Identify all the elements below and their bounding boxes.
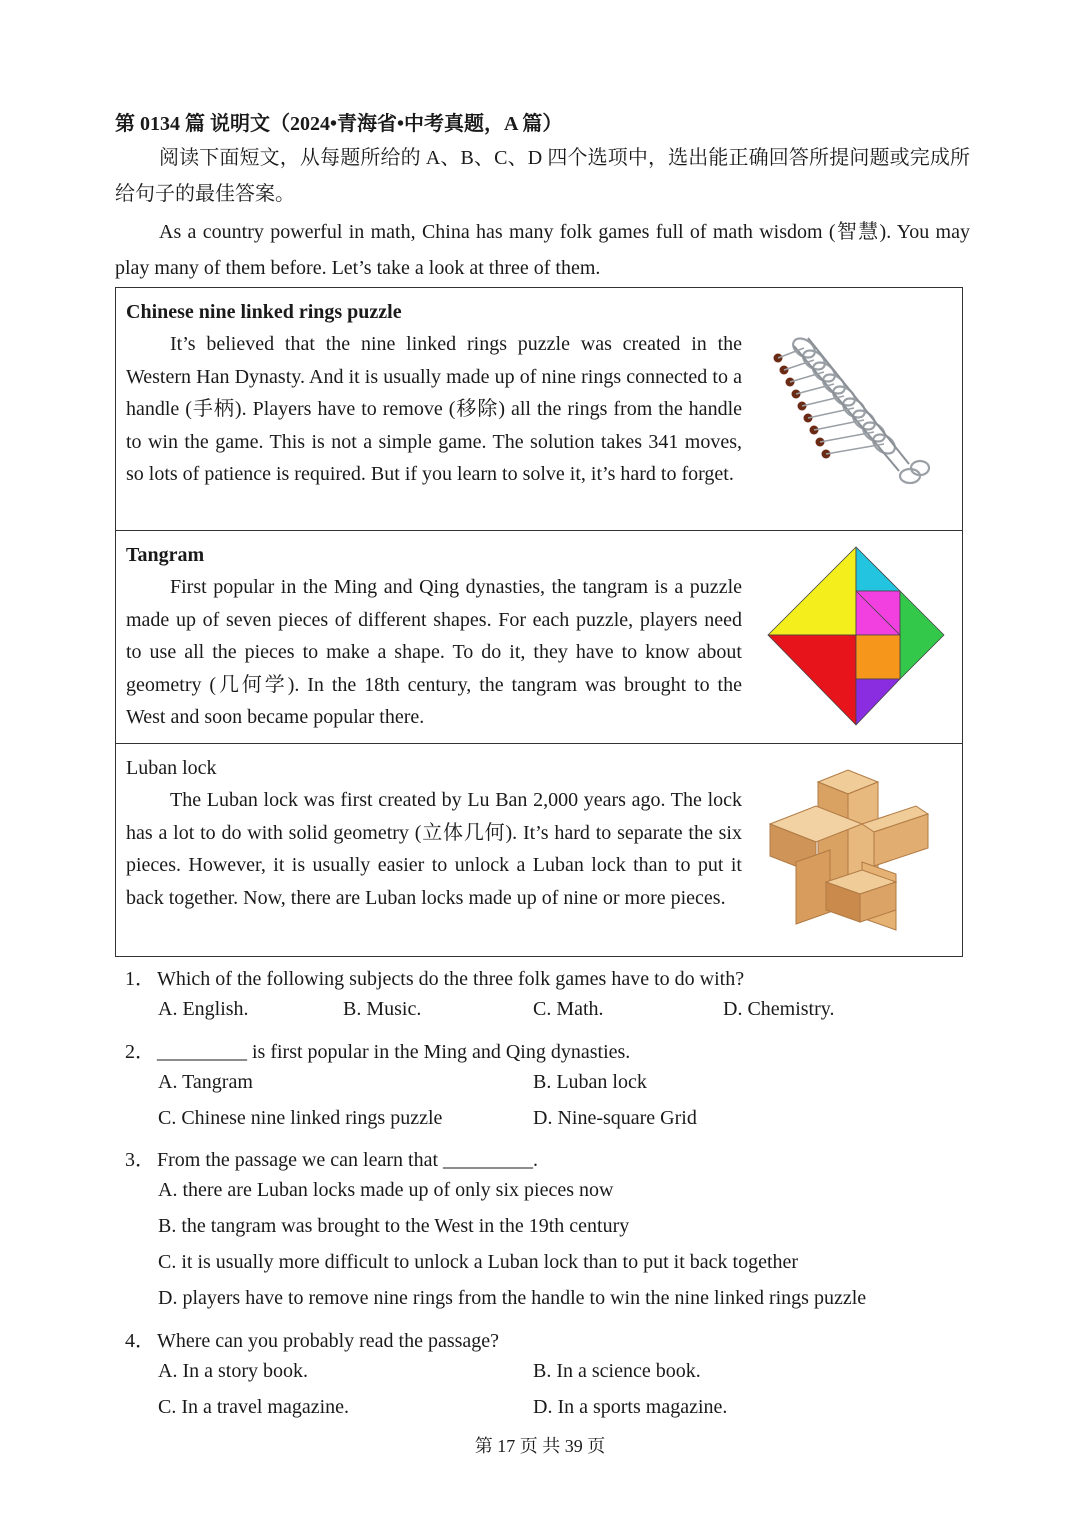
page-footer: 第 17 页 共 39 页 [474,1436,606,1456]
q4-option-c[interactable]: C. In a travel magazine. [158,1396,350,1418]
question-1: 1． Which of the following subjects do the three folk games have to do with? [125,968,745,990]
section-title: Luban lock [126,757,217,779]
nine-rings-puzzle-image [764,326,936,496]
section-nine-rings [115,287,963,531]
question-stem: Where can you probably read the passage? [157,1330,500,1352]
question-stem: _________ is first popular in the Ming and Qing dynasties. [157,1041,631,1063]
tangram-image [766,543,946,729]
q2-option-c[interactable]: C. Chinese nine linked rings puzzle [158,1107,443,1129]
page-heading: 第 0134 篇 说明文（2024•青海省•中考真题，A 篇） [115,113,563,135]
question-4: 4． Where can you probably read the passage? [125,1330,500,1352]
q1-option-b[interactable]: B. Music. [343,998,422,1020]
question-3: 3． From the passage we can learn that _________. [125,1149,539,1171]
luban-lock-image [766,762,932,940]
section-luban-lock [115,744,963,957]
question-stem: Which of the following subjects do the three folk games have to do with? [157,968,745,990]
q3-option-d[interactable]: D. players have to remove nine rings from the handle to win the nine linked rings puzzle [158,1287,867,1309]
q2-option-a[interactable]: A. Tangram [158,1071,253,1093]
instruction-paragraph: 阅读下面短文，从每题所给的 A、B、C、D 四个选项中，选出能正确回答所提问题或完成所给句子的最佳答案。 [115,147,970,205]
tangram-red-triangle [768,635,856,725]
q4-option-b[interactable]: B. In a science book. [533,1360,701,1382]
games-table [115,287,963,957]
section-tangram [115,531,963,744]
section-text: First popular in the Ming and Qing dynasties, the tangram is a puzzle made up of seven pieces of different shapes. For each puzzle, players need to use all the pieces to make a shape. To do it, they have to know about geometry (几何学). In the 18th century, the tangram was brought to the West and soon became popular there. [126,576,742,729]
tangram-cyan-triangle [856,547,900,591]
section-text: The Luban lock was first created by Lu Ban 2,000 years ago. The lock has a lot to do with solid geometry (立体几何). It’s hard to separate the six pieces. However, it is usually easier to unlock a Luban lock than to put it back together. Now, there are Luban locks made up of nine or more pieces. [126,789,742,909]
section-title: Chinese nine linked rings puzzle [126,301,402,323]
intro-paragraph: As a country powerful in math, China has many folk games full of math wisdom (智慧). You may play many of them before. Let’s take a look at three of them. [115,221,970,279]
tangram-purple-triangle [856,679,900,725]
q4-option-d[interactable]: D. In a sports magazine. [533,1396,728,1418]
tangram-yellow-triangle [768,547,856,635]
q2-option-d[interactable]: D. Nine-square Grid [533,1107,697,1129]
tangram-green-triangle [900,591,944,679]
section-title: Tangram [126,544,205,566]
tangram-orange-square [856,635,900,679]
q3-option-a[interactable]: A. there are Luban locks made up of only six pieces now [158,1179,614,1201]
q1-option-d[interactable]: D. Chemistry. [723,998,835,1020]
question-stem: From the passage we can learn that _________. [157,1149,539,1171]
q1-option-c[interactable]: C. Math. [533,998,604,1020]
q4-option-a[interactable]: A. In a story book. [158,1360,308,1382]
q3-option-b[interactable]: B. the tangram was brought to the West in the 19th century [158,1215,630,1237]
q2-option-b[interactable]: B. Luban lock [533,1071,647,1093]
q3-option-c[interactable]: C. it is usually more difficult to unlock a Luban lock than to put it back together [158,1251,799,1273]
section-text: It’s believed that the nine linked rings puzzle was created in the Western Han Dynasty. And it is usually made up of nine rings connected to a handle (手柄). Players have to remove (移除) all the rings from the handle to win the game. This is not a simple game. The solution takes 341 moves, so lots of patience is required. But if you learn to solve it, it’s hard to forget. [126,333,742,486]
q1-option-a[interactable]: A. English. [158,998,249,1020]
question-2: 2． _________ is first popular in the Ming and Qing dynasties. [125,1041,631,1063]
